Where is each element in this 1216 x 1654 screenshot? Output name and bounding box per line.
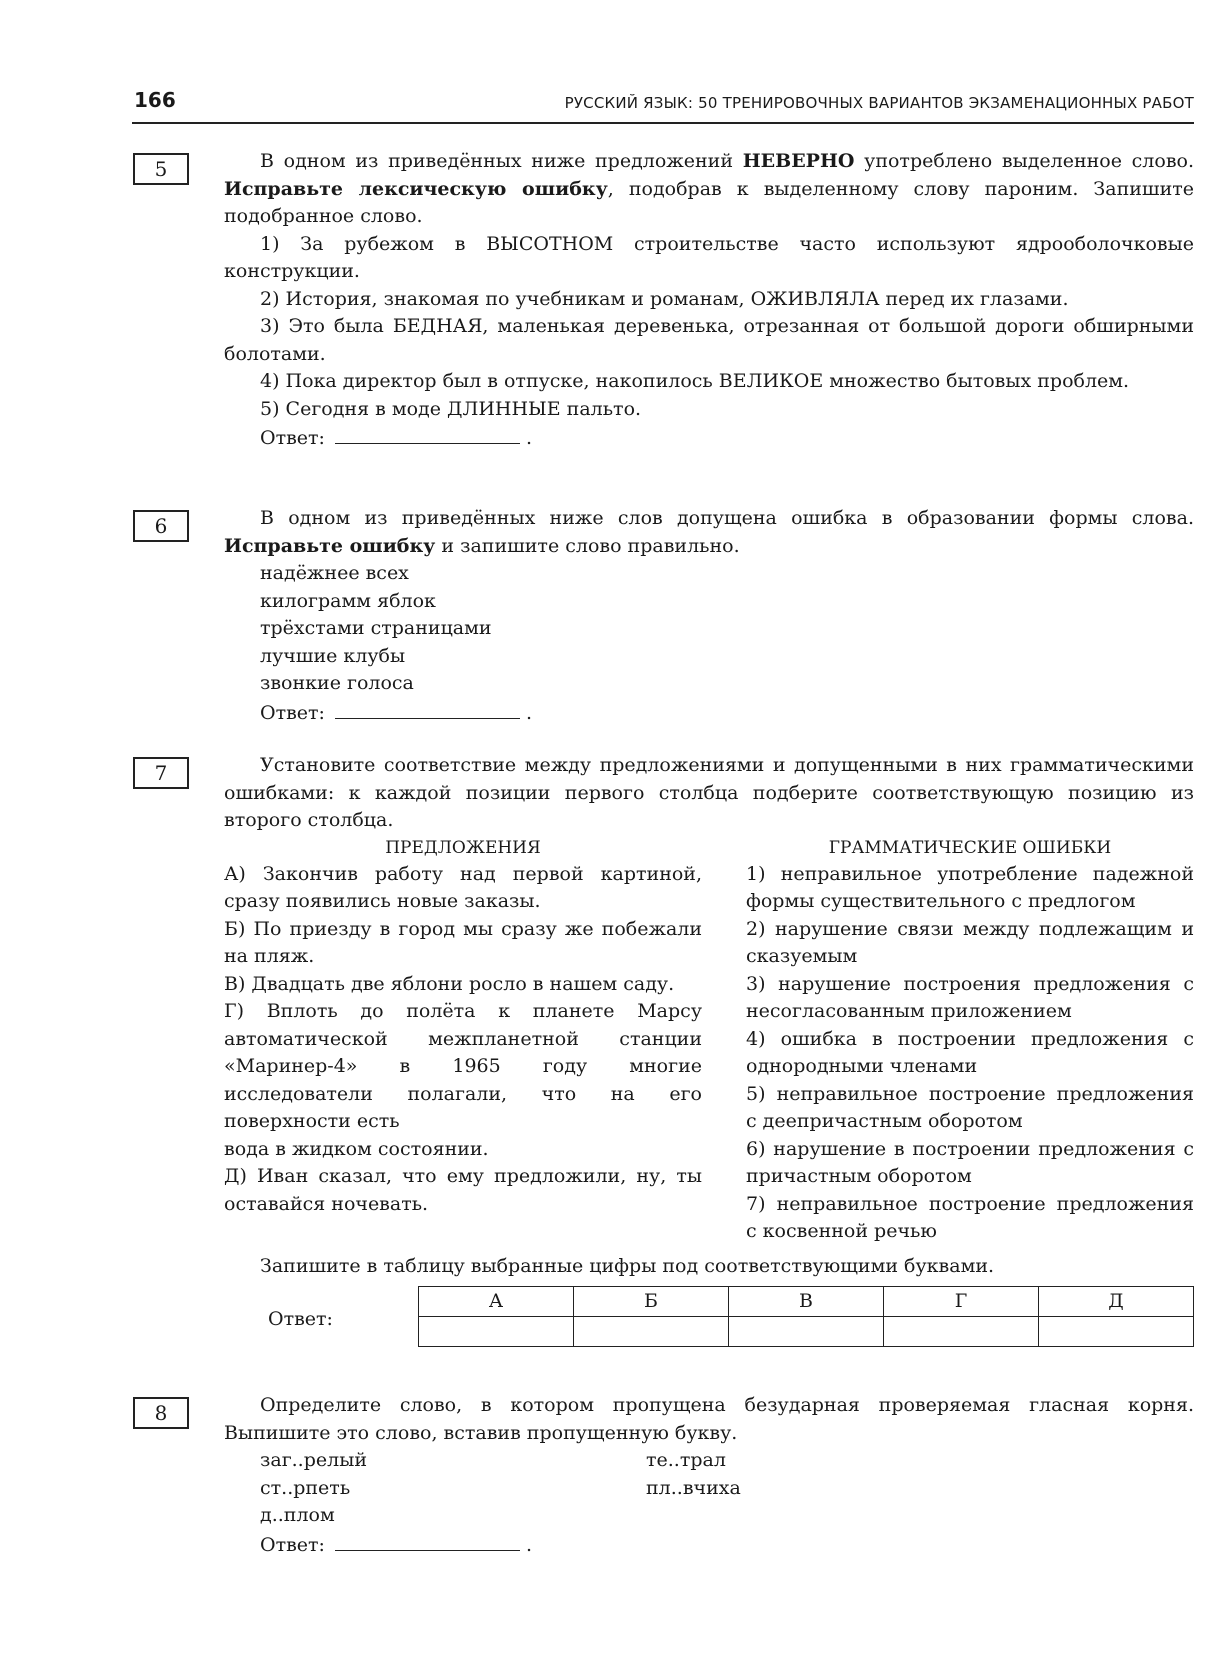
task-number-box: 8 xyxy=(133,1397,189,1429)
errors-column xyxy=(746,835,1194,1246)
task-body xyxy=(224,148,1194,453)
word-item: звонкие голоса xyxy=(260,672,414,694)
task-body xyxy=(224,505,1194,727)
answer-blank[interactable] xyxy=(335,426,520,444)
error-item: 6) нарушение в построении предложения с причастным оборотом xyxy=(746,1137,1194,1187)
sentence-item: В) Двадцать две яблони росло в нашем саду. xyxy=(224,972,675,995)
answer-cell[interactable] xyxy=(729,1317,884,1347)
answer-label: Ответ: xyxy=(260,701,325,724)
error-item: 2) нарушение связи между подлежащим и сказуемым xyxy=(746,917,1194,967)
option-item: 5) Сегодня в моде ДЛИННЫЕ пальто. xyxy=(260,397,642,420)
word-item: килограмм яблок xyxy=(260,589,436,612)
running-title: РУССКИЙ ЯЗЫК: 50 ТРЕНИРОВОЧНЫХ ВАРИАНТОВ ЭКЗАМЕНАЦИОННЫХ РАБОТ xyxy=(564,94,1194,112)
answer-label: Ответ: xyxy=(260,1533,325,1556)
answer-table-row xyxy=(224,1286,1194,1356)
error-item: 4) ошибка в построении предложения с однородными членами xyxy=(746,1027,1194,1077)
error-item: 5) неправильное построение предложения с деепричастным оборотом xyxy=(746,1082,1194,1132)
word-row xyxy=(224,1502,1194,1530)
task-intro: В одном из приведённых ниже слов допущена ошибка в образовании формы слова. Исправьте ошибку и запишите слово правильно. xyxy=(224,507,1194,557)
answer-cell[interactable] xyxy=(419,1317,574,1347)
error-item: 7) неправильное построение предложения с косвенной речью xyxy=(746,1192,1194,1242)
answer-blank[interactable] xyxy=(335,701,520,719)
word-row xyxy=(224,1447,1194,1475)
option-item: 2) История, знакомая по учебникам и романам, ОЖИВЛЯЛА перед их глазами. xyxy=(260,287,1069,310)
table-header-cell: Д xyxy=(1039,1287,1194,1317)
answer-line: Ответ: . xyxy=(260,701,532,724)
table-header-cell: Г xyxy=(884,1287,1039,1317)
task-intro: Определите слово, в котором пропущена безударная проверяемая гласная корня. Выпишите это слово, вставив пропущенную букву. xyxy=(224,1394,1194,1444)
option-item: 1) За рубежом в ВЫСОТНОМ строительстве часто используют ядрооболочковые конструкции. xyxy=(224,232,1194,282)
task-number-box: 7 xyxy=(133,757,189,789)
error-item: 1) неправильное употребление падежной формы существительного с предлогом xyxy=(746,862,1194,912)
matching-columns xyxy=(224,835,1194,1242)
sentence-item: вода в жидком состоянии. xyxy=(224,1137,489,1160)
answer-label: Ответ: xyxy=(260,427,325,449)
error-item: 3) нарушение построения предложения с несогласованным приложением xyxy=(746,972,1194,1022)
answer-cell[interactable] xyxy=(884,1317,1039,1347)
word-item: лучшие клубы xyxy=(260,644,406,667)
answer-table xyxy=(418,1286,1194,1347)
word-item: пл..вчиха xyxy=(646,1476,741,1499)
task-body xyxy=(224,752,1194,1356)
table-instruction: Запишите в таблицу выбранные цифры под соответствующими буквами. xyxy=(260,1254,995,1277)
page-header xyxy=(132,86,1194,124)
word-item: надёжнее всех xyxy=(260,562,409,584)
task-intro: В одном из приведённых ниже предложений НЕВЕРНО употреблено выделенное слово. Исправьте лексическую ошибку, подобрав к выделенному слову пароним. Запишите подобранное слово. xyxy=(224,150,1194,227)
task-number-box: 6 xyxy=(133,510,189,542)
task-intro: Установите соответствие между предложениями и допущенными в них грамматическими ошибками: к каждой позиции первого столбца подберите соответствующую позицию из второго столбца. xyxy=(224,754,1194,831)
column-header: ГРАММАТИЧЕСКИЕ ОШИБКИ xyxy=(828,837,1112,858)
word-item: д..плом xyxy=(260,1504,335,1526)
word-item: те..трал xyxy=(646,1449,726,1471)
answer-table-wrap xyxy=(418,1286,1194,1347)
sentence-item: А) Закончив работу над первой картиной, сразу появились новые заказы. xyxy=(224,862,702,912)
word-item: ст..рпеть xyxy=(260,1476,351,1499)
answer-line: Ответ: . xyxy=(260,427,532,449)
sentence-item: Д) Иван сказал, что ему предложили, ну, ты оставайся ночевать. xyxy=(224,1165,702,1215)
answer-cell[interactable] xyxy=(1039,1317,1194,1347)
word-item: трёхстами страницами xyxy=(260,617,492,639)
page-number: 166 xyxy=(134,88,176,112)
column-header: ПРЕДЛОЖЕНИЯ xyxy=(385,837,541,858)
option-item: 4) Пока директор был в отпуске, накопилось ВЕЛИКОЕ множество бытовых проблем. xyxy=(260,370,1130,392)
word-row xyxy=(224,1475,1194,1503)
table-header-cell: В xyxy=(729,1287,884,1317)
sentences-column xyxy=(224,835,702,1219)
table-header-cell: Б xyxy=(574,1287,729,1317)
sentence-item: Г) Вплоть до полёта к планете Марсу автоматической межпланетной станции «Маринер-4» в 1965 году многие исследователи полагали, что на его поверхности есть xyxy=(224,1000,702,1132)
task-number-box: 5 xyxy=(133,153,189,185)
answer-cell[interactable] xyxy=(574,1317,729,1347)
table-header-cell: А xyxy=(419,1287,574,1317)
word-item: заг..релый xyxy=(260,1449,367,1471)
answer-blank[interactable] xyxy=(335,1533,520,1551)
option-item: 3) Это была БЕДНАЯ, маленькая деревенька, отрезанная от большой дороги обширными болотами. xyxy=(224,315,1194,365)
sentence-item: Б) По приезду в город мы сразу же побежали на пляж. xyxy=(224,917,702,967)
answer-line: Ответ: . xyxy=(260,1533,532,1556)
answer-label: Ответ: xyxy=(268,1308,333,1330)
task-body xyxy=(224,1392,1194,1559)
